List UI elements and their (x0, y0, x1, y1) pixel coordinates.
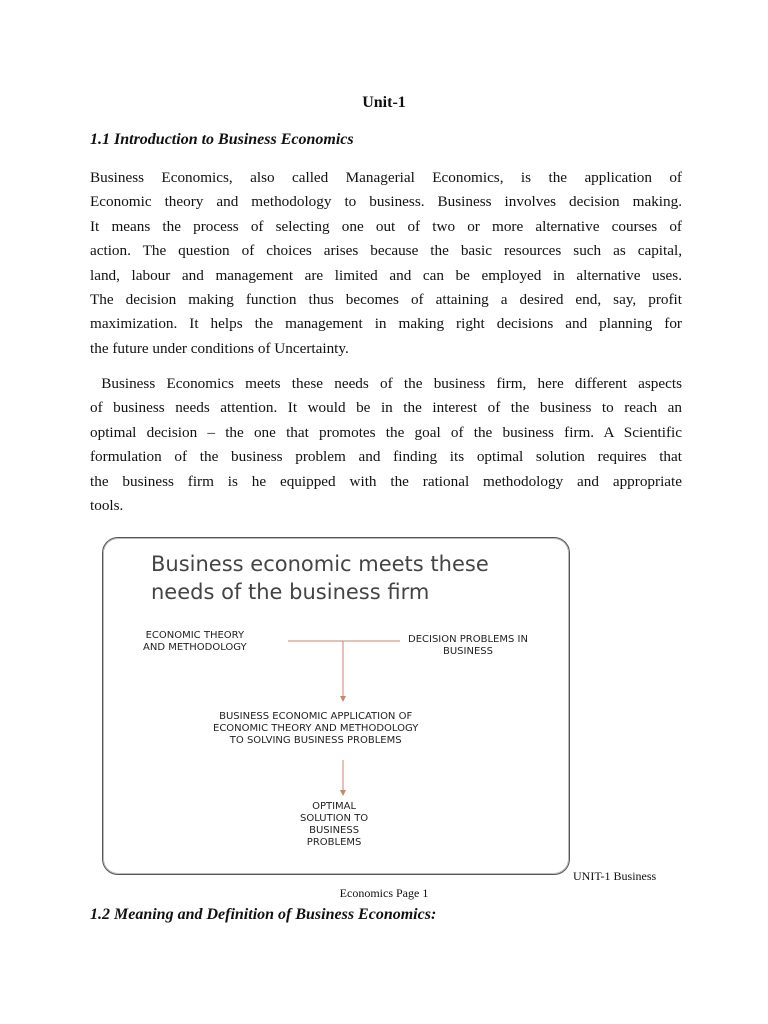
paragraph-line: It means the process of selecting one out of two or more alternative courses of (90, 217, 682, 235)
section-heading-1-2: 1.2 Meaning and Definition of Business Economics: (90, 906, 437, 923)
paragraph-line: optimal decision – the one that promotes the goal of the business firm. A Scientific (90, 423, 682, 441)
paragraph-needs (90, 372, 682, 518)
figure-caption-right: UNIT-1 Business (573, 869, 657, 883)
paragraph-line: Business Economics meets these needs of the business firm, here different aspects (90, 375, 682, 392)
node-line: BUSINESS (309, 825, 360, 836)
node-line: DECISION PROBLEMS IN (408, 634, 528, 645)
node-line: BUSINESS ECONOMIC APPLICATION OF (219, 711, 413, 722)
paragraph-line: tools. (90, 497, 124, 515)
paragraph-line: action. The question of choices arises because the basic resources such as capital, (90, 242, 682, 260)
paragraph-introduction (90, 166, 682, 361)
diagram-title-line: Business economic meets these (151, 552, 489, 576)
node-line: ECONOMIC THEORY AND METHODOLOGY (213, 723, 419, 734)
node-line: TO SOLVING BUSINESS PROBLEMS (229, 735, 402, 746)
paragraph-line: the future under conditions of Uncertainty. (90, 339, 349, 357)
paragraph-line: the business firm is he equipped with the rational methodology and appropriate (90, 472, 682, 490)
node-line: ECONOMIC THEORY (145, 630, 245, 641)
node-decision-problems (408, 634, 528, 658)
paragraph-line: land, labour and management are limited and can be employed in alternative uses. (90, 266, 682, 284)
node-line: OPTIMAL (312, 801, 357, 812)
node-business-economic-application (213, 711, 418, 747)
paragraph-line: Business Economics, also called Managerial Economics, is the application of (90, 169, 682, 186)
diagram-title-line: needs of the business firm (151, 580, 430, 604)
node-optimal-solution (300, 801, 368, 849)
node-line: AND METHODOLOGY (143, 642, 247, 653)
arrowhead-down (340, 790, 346, 796)
unit-title: Unit-1 (362, 94, 406, 111)
paragraph-line: maximization. It helps the management in making right decisions and planning for (90, 315, 682, 333)
node-line: PROBLEMS (306, 837, 362, 848)
section-heading-1-1: 1.1 Introduction to Business Economics (90, 131, 354, 148)
node-line: BUSINESS (442, 646, 493, 657)
paragraph-line: of business needs attention. It would be in the interest of the business to reach an (90, 399, 682, 417)
arrowhead-down (340, 696, 346, 702)
page-footer-caption: Economics Page 1 (339, 886, 429, 900)
node-economic-theory (143, 630, 247, 654)
paragraph-line: formulation of the business problem and finding its optimal solution requires that (90, 448, 682, 466)
paragraph-line: Economic theory and methodology to business. Business involves decision making. (90, 193, 682, 211)
business-economics-diagram (102, 537, 570, 875)
node-line: SOLUTION TO (300, 813, 369, 824)
paragraph-line: The decision making function thus becomes of attaining a desired end, say, profit (90, 291, 682, 309)
